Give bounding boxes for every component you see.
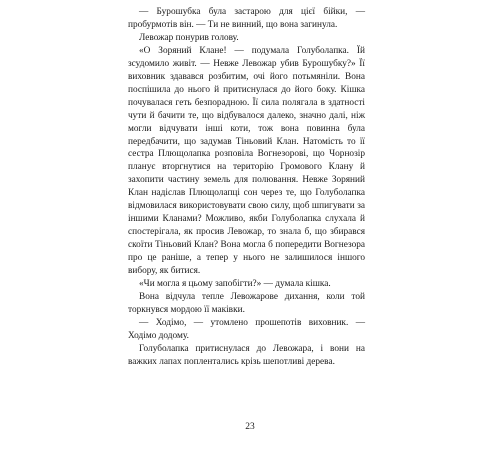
paragraph: — Ходімо, — утомлено прошепотів виховник. — Ходімо додому. — [128, 317, 365, 341]
paragraph: Вона відчула тепле Левожарове дихання, коли той торкнувся мордою її маківки. — [128, 291, 365, 315]
page-number: 23 — [245, 422, 255, 432]
paragraph: — Бурошубка була застарою для цієї бійки, — пробурмотів він. — Ти не винний, що вона загинула. — [128, 7, 365, 30]
body-text — [128, 6, 365, 369]
paragraph: Левожар понурив голову. — [139, 32, 239, 43]
paragraph: Голуболапка притиснулася до Левожара, і вони на важких лапах поплентались крізь шепотливі дерева. — [128, 343, 365, 367]
paragraph: «Чи могла я цьому запобігти?» — думала кішка. — [139, 279, 331, 290]
paragraph: «О Зоряний Клане! — подумала Голуболапка. Їй зсудомило живіт. — Невже Левожар убив Бурошубку?» Її виховник здавався розбитим, очі його потьмяніли. Вона поспішила до нього й притиснулася до його боку. Кішка почувалася геть безпорадною. Її сила полягала в здатності чути й бачити те, що відбувалося далеко, значно далі, ніж могли відчувати інші коти, тож вона повинна була передбачити, що задумав Тіньовий Клан. Натомість то її сестра Плющолапка розповіла Вогнезорові, що Чорнозір планує вторгнутися на територію Громового Клану й захопити частину земель для полювання. Невже Зоряний Клан надіслав Плющолапці сон через те, що Голуболапка відмовилася використовувати свою силу, щоб шпигувати за іншими Кланами? Можливо, якби Голуболапка слухала й спостерігала, як просив Левожар, то знала б, що збирався скоїти Тіньовий Клан? Вона могла б попередити Вогнезора про це раніше, а тепер у нього не залишилося іншого вибору, як битися. — [128, 45, 365, 277]
